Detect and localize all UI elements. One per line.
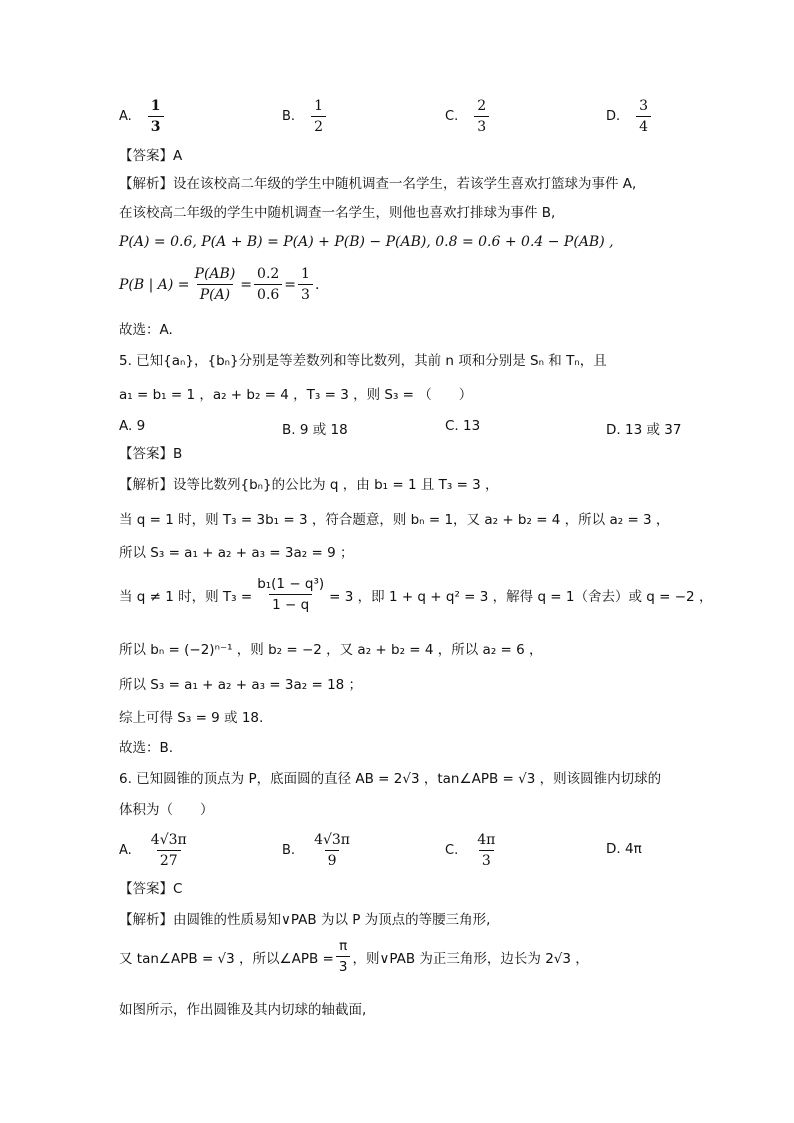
q6-stem-line: 6. 已知圆锥的顶点为 P，底面圆的直径 AB = 2√3 ，tan∠APB = √3 ，则该圆锥内切球的 [119, 771, 662, 787]
q4-formula-line: P(A) = 0.6, P(A + B) = P(A) + P(B) − P(AB), 0.8 = 0.6 + 0.4 − P(AB) , [119, 234, 614, 250]
q6-stem-line: 体积为（ ） [119, 802, 214, 818]
q6-option-a: A. $\frac{4√3\pi}{27}$ [119, 832, 192, 869]
q5-analysis-line: 综上可得 S₃ = 9 或 18. [119, 710, 264, 726]
option-label: D. [606, 109, 621, 124]
q5-analysis-line: 所以 S₃ = a₁ + a₂ + a₃ = 3a₂ = 9 ； [119, 545, 354, 561]
q6-analysis-line: 如图所示，作出圆锥及其内切球的轴截面, [119, 1002, 367, 1018]
q6-answer: 【答案】C [119, 881, 183, 897]
q5-choose: 故选：B. [119, 740, 174, 756]
fraction: $\frac{3}{4}$ [636, 98, 651, 135]
q4-option-c [445, 98, 491, 135]
q4-answer: 【答案】A [119, 148, 183, 164]
q5-analysis-line: 当 q = 1 时，则 T₃ = 3b₁ = 3 ，符合题意，则 bₙ = 1，又 a₂ + b₂ = 4 ，所以 a₂ = 3 ， [119, 512, 670, 528]
q4-option-b [282, 98, 328, 135]
fraction: $\frac{\text{b₁(1 − q³)}}{1 - q}$ [257, 576, 325, 613]
q5-option-d: D. 13 或 37 [606, 422, 682, 438]
q5-stem-line: 5. 已知{aₙ}，{bₙ}分别是等差数列和等比数列，其前 n 项和分别是 Sₙ 和 Tₙ，且 [119, 353, 607, 369]
q6-analysis-line: 【解析】由圆锥的性质易知∨PAB 为以 P 为顶点的等腰三角形, [119, 912, 491, 928]
fraction: $\frac{2}{3}$ [474, 98, 489, 135]
fraction: $\frac{1}{2}$ [311, 98, 326, 135]
fraction: $\frac{\pi}{3}$ [336, 938, 351, 975]
option-label: B. [282, 109, 296, 124]
q5-fraction-line: 当 q ≠ 1 时，则 T₃ = $\frac{\text{b₁(1 − q³)}}{1 - q}$ = 3 ，即 1 + q + q² = 3 ，解得 q = 1（舍去）或 q = −2 ， [119, 576, 713, 613]
q6-option-c: C. $\frac{4\pi}{3}$ [445, 832, 500, 869]
q5-stem-line: a₁ = b₁ = 1 ，a₂ + b₂ = 4 ，T₃ = 3 ，则 S₃ = （ ） [119, 387, 473, 403]
q6-fraction-line: 又 tan∠APB = √3 ，所以∠APB = $\frac{\pi}{3}$ ，则∨PAB 为正三角形，边长为 2√3 ， [119, 938, 589, 975]
fraction: $\frac{0.2}{0.6}$ [254, 266, 282, 303]
q5-answer: 【答案】B [119, 446, 183, 462]
fraction: $\frac{P(AB)}{P(A)}$ [194, 266, 236, 303]
q5-option-a: A. 9 [119, 418, 146, 434]
q5-analysis-line: 所以 bₙ = (−2)ⁿ⁻¹ ，则 b₂ = −2 ，又 a₂ + b₂ = 4 ，所以 a₂ = 6 ， [119, 642, 543, 658]
q4-analysis-line: 在该校高二年级的学生中随机调查一名学生，则他也喜欢打排球为事件 B, [119, 205, 556, 221]
q5-option-c: C. 13 [445, 418, 481, 434]
fraction: $\frac{1}{3}$ [148, 98, 164, 135]
fraction: $\frac{4√3\pi}{9}$ [314, 832, 350, 869]
q4-option-a [119, 98, 166, 135]
q5-analysis-line: 【解析】设等比数列{bₙ}的公比为 q ，由 b₁ = 1 且 T₃ = 3 ， [119, 477, 499, 493]
q6-option-b: B. $\frac{4√3\pi}{9}$ [282, 832, 355, 869]
q5-analysis-line: 所以 S₃ = a₁ + a₂ + a₃ = 3a₂ = 18 ； [119, 677, 363, 693]
fraction: $\frac{1}{3}$ [298, 266, 313, 303]
q4-analysis-line: 【解析】设在该校高二年级的学生中随机调查一名学生，若该学生喜欢打篮球为事件 A, [119, 176, 637, 192]
option-label: A. [119, 109, 132, 124]
q4-option-d [606, 98, 653, 135]
option-label: C. [445, 109, 459, 124]
q4-formula-fraction-line: P(B | A) = $\frac{P(AB)}{P(A)}$ = $\frac{0.2}{0.6}$ = $\frac{1}{3}$ . [119, 266, 320, 303]
fraction: $\frac{4\pi}{3}$ [477, 832, 496, 869]
q5-option-b: B. 9 或 18 [282, 422, 348, 438]
q6-option-d: D. 4π [606, 841, 642, 857]
q4-choose: 故选：A. [119, 322, 173, 338]
fraction: $\frac{4√3\pi}{27}$ [150, 832, 187, 869]
